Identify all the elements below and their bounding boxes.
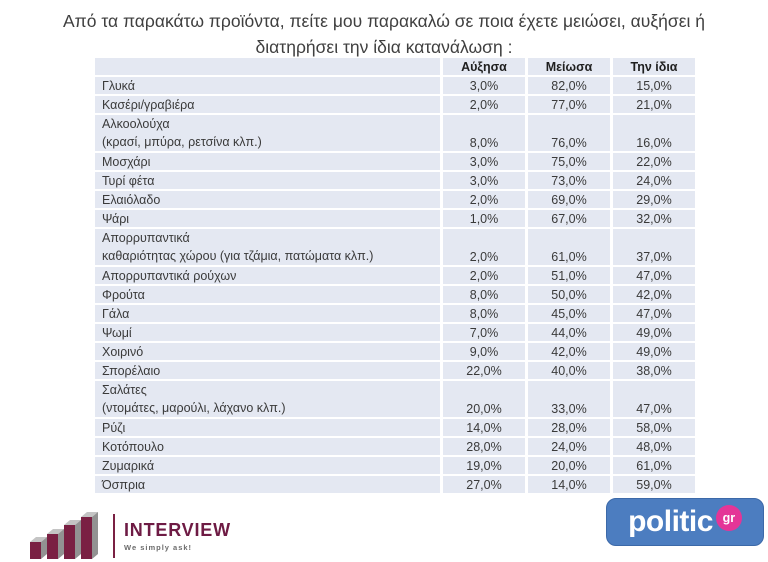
value-cell: 2,0% (443, 96, 525, 113)
product-label: Γάλα (95, 305, 440, 322)
product-label: Φρούτα (95, 286, 440, 303)
value-cell: 3,0% (443, 153, 525, 170)
value-cell: 33,0% (528, 381, 610, 417)
interview-logo (30, 512, 231, 560)
value-cell: 69,0% (528, 191, 610, 208)
logo-divider (113, 514, 115, 558)
table-body (95, 77, 698, 493)
product-label: Ψωμί (95, 324, 440, 341)
product-label: Σπορέλαιο (95, 362, 440, 379)
value-cell: 7,0% (443, 324, 525, 341)
value-cell: 8,0% (443, 115, 525, 151)
value-cell: 21,0% (613, 96, 695, 113)
politic-logo-name: politic (628, 505, 713, 538)
value-cell: 42,0% (528, 343, 610, 360)
product-label: Τυρί φέτα (95, 172, 440, 189)
value-cell: 29,0% (613, 191, 695, 208)
table-row (95, 381, 698, 417)
bar-chart-icon (30, 512, 106, 560)
value-cell: 22,0% (443, 362, 525, 379)
value-cell: 28,0% (528, 419, 610, 436)
table-row (95, 438, 698, 455)
value-cell: 24,0% (613, 172, 695, 189)
value-cell: 51,0% (528, 267, 610, 284)
value-cell: 20,0% (443, 381, 525, 417)
slide-title-line1: Από τα παρακάτω προϊόντα, πείτε μου παρακαλώ σε ποια έχετε μειώσει, αυξήσει ή (63, 11, 705, 31)
product-label: Ψάρι (95, 210, 440, 227)
value-cell: 61,0% (528, 229, 610, 265)
value-cell: 37,0% (613, 229, 695, 265)
table-row (95, 343, 698, 360)
politic-logo (606, 498, 764, 546)
table-row (95, 305, 698, 322)
value-cell: 58,0% (613, 419, 695, 436)
value-cell: 47,0% (613, 305, 695, 322)
table-header-row (95, 58, 698, 75)
value-cell: 49,0% (613, 324, 695, 341)
product-label: Γλυκά (95, 77, 440, 94)
product-label: Χοιρινό (95, 343, 440, 360)
value-cell: 49,0% (613, 343, 695, 360)
value-cell: 32,0% (613, 210, 695, 227)
table-row (95, 172, 698, 189)
header-same: Την ίδια (613, 58, 695, 75)
value-cell: 50,0% (528, 286, 610, 303)
value-cell: 9,0% (443, 343, 525, 360)
table-row (95, 191, 698, 208)
table-row (95, 457, 698, 474)
value-cell: 28,0% (443, 438, 525, 455)
product-label: Απορρυπαντικά καθαριότητας χώρου (για τζάμια, πατώματα κλπ.) (95, 229, 440, 265)
value-cell: 14,0% (443, 419, 525, 436)
slide-title-line2: διατηρήσει την ίδια κατανάλωση : (255, 37, 513, 57)
interview-logo-tagline: We simply ask! (124, 542, 193, 552)
value-cell: 44,0% (528, 324, 610, 341)
table-row (95, 286, 698, 303)
value-cell: 19,0% (443, 457, 525, 474)
value-cell: 40,0% (528, 362, 610, 379)
value-cell: 82,0% (528, 77, 610, 94)
value-cell: 16,0% (613, 115, 695, 151)
value-cell: 1,0% (443, 210, 525, 227)
product-label: Αλκοολούχα (κρασί, μπύρα, ρετσίνα κλπ.) (95, 115, 440, 151)
value-cell: 2,0% (443, 229, 525, 265)
product-label: Σαλάτες (ντομάτες, μαρούλι, λάχανο κλπ.) (95, 381, 440, 417)
interview-logo-text (124, 521, 231, 552)
value-cell: 3,0% (443, 172, 525, 189)
table-row (95, 210, 698, 227)
table-row (95, 96, 698, 113)
value-cell: 45,0% (528, 305, 610, 322)
value-cell: 3,0% (443, 77, 525, 94)
value-cell: 2,0% (443, 191, 525, 208)
value-cell: 2,0% (443, 267, 525, 284)
header-decrease: Μείωσα (528, 58, 610, 75)
value-cell: 14,0% (528, 476, 610, 493)
value-cell: 42,0% (613, 286, 695, 303)
table-row (95, 115, 698, 151)
table-row (95, 77, 698, 94)
politic-gr-badge: gr (716, 505, 742, 531)
product-label: Μοσχάρι (95, 153, 440, 170)
value-cell: 59,0% (613, 476, 695, 493)
slide-title (0, 8, 768, 60)
value-cell: 8,0% (443, 286, 525, 303)
table-row (95, 229, 698, 265)
value-cell: 77,0% (528, 96, 610, 113)
header-increase: Αύξησα (443, 58, 525, 75)
value-cell: 67,0% (528, 210, 610, 227)
value-cell: 24,0% (528, 438, 610, 455)
value-cell: 22,0% (613, 153, 695, 170)
table-row (95, 476, 698, 493)
product-label: Ζυμαρικά (95, 457, 440, 474)
product-label: Κασέρι/γραβιέρα (95, 96, 440, 113)
product-label: Όσπρια (95, 476, 440, 493)
value-cell: 76,0% (528, 115, 610, 151)
value-cell: 15,0% (613, 77, 695, 94)
header-product-cell (95, 58, 440, 75)
value-cell: 61,0% (613, 457, 695, 474)
interview-logo-name: INTERVIEW (124, 519, 231, 540)
table-row (95, 419, 698, 436)
value-cell: 8,0% (443, 305, 525, 322)
value-cell: 27,0% (443, 476, 525, 493)
value-cell: 47,0% (613, 381, 695, 417)
value-cell: 48,0% (613, 438, 695, 455)
table-row (95, 362, 698, 379)
value-cell: 47,0% (613, 267, 695, 284)
product-label: Κοτόπουλο (95, 438, 440, 455)
table-row (95, 153, 698, 170)
product-label: Απορρυπαντικά ρούχων (95, 267, 440, 284)
product-label: Ελαιόλαδο (95, 191, 440, 208)
table-row (95, 324, 698, 341)
table-row (95, 267, 698, 284)
value-cell: 73,0% (528, 172, 610, 189)
value-cell: 38,0% (613, 362, 695, 379)
value-cell: 20,0% (528, 457, 610, 474)
consumption-table (95, 58, 698, 495)
value-cell: 75,0% (528, 153, 610, 170)
product-label: Ρύζι (95, 419, 440, 436)
